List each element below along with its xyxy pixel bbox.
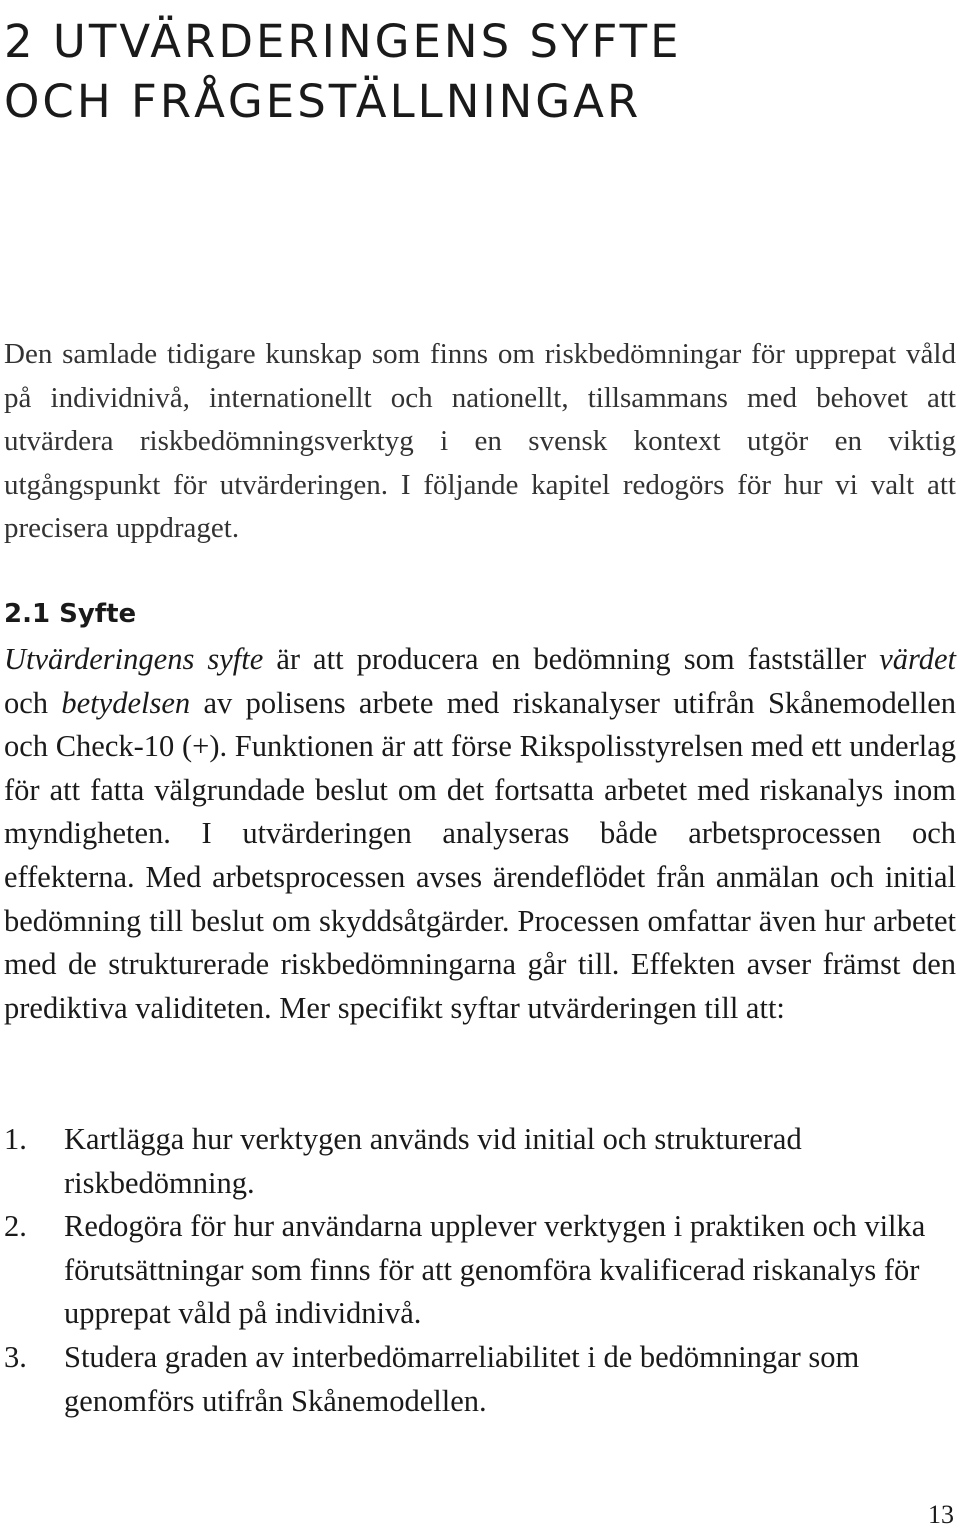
paragraph-text-a: är att producera en bedömning som fastställer: [263, 642, 880, 676]
list-item-text: Kartlägga hur verktygen används vid initial och strukturerad riskbedömning.: [64, 1122, 802, 1200]
paragraph-text-b: och: [4, 685, 62, 720]
list-item-text: Studera graden av interbedömarreliabilitet i de bedömningar som genomförs utifrån Skånemodellen.: [64, 1339, 860, 1418]
chapter-title-line-2: OCH FRÅGESTÄLLNINGAR: [4, 75, 642, 128]
term-betydelsen: betydelsen: [61, 685, 191, 720]
document-page: [4, 0, 956, 1530]
list-item-number: 3.: [4, 1339, 27, 1374]
list-item: [4, 1205, 934, 1336]
list-item: [4, 1336, 934, 1423]
page-number: 13: [928, 1500, 954, 1529]
term-vardet: värdet: [879, 642, 956, 676]
paragraph-text-c: av polisens arbete med riskanalyser utifrån Skånemodellen och Check-10 (+). Funktionen är att förse Rikspolisstyrelsen med ett underlag för att fatta välgrundade beslut om det fortsatta arbetet med riskanalys inom myndigheten. I utvärderingen analyseras både arbetsprocessen och effekterna. Med arbetsprocessen avses ärendeflödet från anmälan och initial bedömning till beslut om skyddsåtgärder. Processen omfattar även hur arbetet med de strukturerade riskbedömningarna går till. Effekten avser främst den prediktiva validiteten. Mer specifikt syftar utvärderingen till att:: [4, 685, 956, 1025]
chapter-title-line-1: 2 UTVÄRDERINGENS SYFTE: [4, 15, 682, 68]
section-paragraph: [4, 638, 956, 1030]
intro-paragraph: Den samlade tidigare kunskap som finns om riskbedömningar för upprepat våld på individnivå, internationellt och nationellt, tillsammans med behovet att utvärdera riskbedömningsverktyg i en svensk kontext utgör en viktig utgångspunkt för utvärderingen. I följande kapitel redogörs för hur vi valt att precisera uppdraget.: [4, 338, 956, 545]
list-item: [4, 1118, 934, 1205]
chapter-title: [4, 12, 682, 132]
list-item-number: 2.: [4, 1209, 27, 1244]
section-heading: 2.1 Syfte: [4, 599, 137, 629]
goals-list: [4, 1118, 956, 1423]
list-item-number: 1.: [4, 1122, 27, 1156]
list-item-text: Redogöra för hur användarna upplever verktygen i praktiken och vilka förutsättningar som finns för att genomföra kvalificerad riskanalys för upprepat våld på individnivå.: [64, 1209, 926, 1331]
term-utvarderingens-syfte: Utvärderingens syfte: [4, 642, 264, 676]
